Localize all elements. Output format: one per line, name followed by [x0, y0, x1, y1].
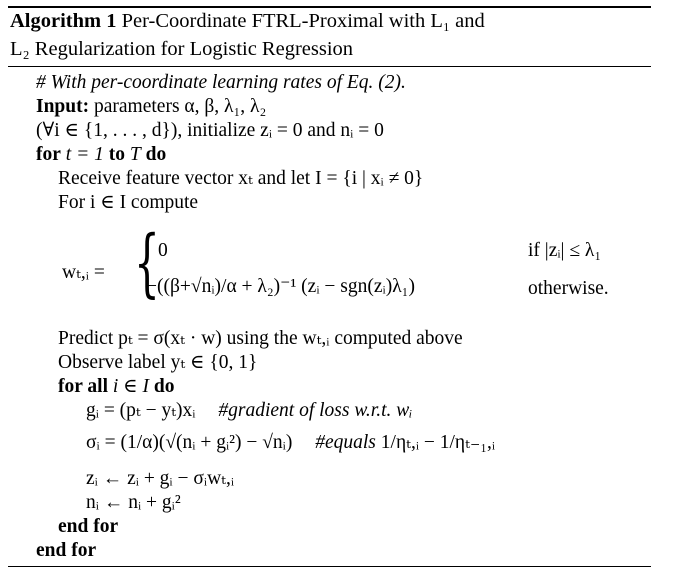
case2-condition: otherwise. [528, 278, 609, 299]
for-t-line: for t = 1 to T do [36, 144, 167, 165]
observe-line: Observe label yₜ ∈ {0, 1} [58, 352, 258, 373]
for-all-line: for all i ∈ I do [58, 376, 175, 397]
case1-value: 0 [158, 240, 168, 261]
comment-rates: # With per-coordinate learning rates of Eq. (2). [36, 72, 406, 93]
left-brace: { [134, 220, 160, 306]
n-update-line: nᵢ ← nᵢ + gᵢ² [86, 492, 181, 513]
for-i-compute-line: For i ∈ I compute [58, 192, 199, 213]
sigma-line [86, 432, 495, 454]
sigma-expression: σᵢ = (1/α)(√(nᵢ + gᵢ²) − √nᵢ) [86, 432, 293, 453]
input-params: parameters α, β, λ₁, λ₂ [94, 96, 267, 117]
case2-value: −((β+√nᵢ)/α + λ₂)⁻¹ (zᵢ − sgn(zᵢ)λ₁) [146, 276, 415, 297]
algorithm-title-line2: L₂ Regularization for Logistic Regression [10, 38, 354, 60]
end-for-outer: end for [36, 540, 97, 561]
case1-condition: if |zᵢ| ≤ λ₁ [528, 240, 602, 261]
input-keyword: Input: [36, 96, 90, 117]
sigma-comment-expr: 1/ηₜ,ᵢ − 1/ηₜ₋₁,ᵢ [380, 432, 496, 453]
predict-line: Predict pₜ = σ(xₜ · w) using the wₜ,ᵢ computed above [58, 328, 463, 349]
algorithm-label: Algorithm 1 [10, 10, 117, 32]
bottom-rule [8, 566, 651, 567]
gradient-line [86, 400, 412, 422]
algorithm-caption [10, 10, 485, 32]
algorithm-caption-line2 [10, 38, 353, 60]
sigma-comment: #equals [315, 432, 376, 453]
top-rule [8, 6, 651, 8]
caption-rule [8, 66, 651, 67]
receive-line: Receive feature vector xₜ and let I = {i | xᵢ ≠ 0} [58, 168, 424, 189]
end-for-inner: end for [58, 516, 119, 537]
algorithm-title-line1: Per-Coordinate FTRL-Proximal with L₁ and [121, 10, 485, 32]
z-update-line: zᵢ ← zᵢ + gᵢ − σᵢwₜ,ᵢ [86, 468, 235, 489]
gradient-comment: #gradient of loss w.r.t. wᵢ [218, 400, 413, 421]
w-lhs: wₜ,ᵢ = [62, 262, 105, 283]
input-line [36, 96, 266, 118]
init-line: (∀i ∈ {1, . . . , d}), initialize zᵢ = 0 and nᵢ = 0 [36, 120, 384, 141]
gradient-expression: gᵢ = (pₜ − yₜ)xᵢ [86, 400, 196, 421]
